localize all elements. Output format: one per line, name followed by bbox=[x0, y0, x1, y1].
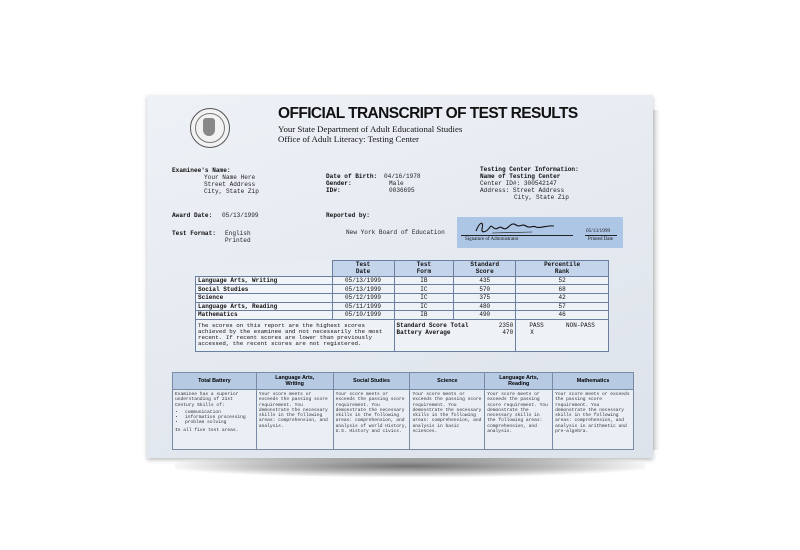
table-row bbox=[196, 302, 609, 311]
testing-center-address: Address: Street Address bbox=[480, 187, 565, 194]
testing-center-city: City, State Zip bbox=[514, 194, 569, 201]
dob-label: Date of Birth: bbox=[326, 173, 378, 180]
signature-block bbox=[457, 217, 623, 248]
award-date-value: 05/13/1999 bbox=[222, 212, 259, 219]
reading-text: Your score meets or exceeds the passing score requirement. You demonstrate the necessary skills in the following areas: comprehension, and analysis. bbox=[485, 390, 553, 450]
rank-cell: 68 bbox=[516, 285, 609, 294]
scores-header-row bbox=[196, 261, 609, 277]
date-cell: 05/11/1999 bbox=[332, 302, 394, 311]
rank-cell: 52 bbox=[516, 276, 609, 285]
subject-cell: Mathematics bbox=[196, 311, 333, 320]
table-row bbox=[196, 285, 609, 294]
form-cell: IB bbox=[394, 311, 454, 320]
id-value: 0036695 bbox=[389, 187, 415, 194]
transcript-document bbox=[147, 95, 653, 458]
date-cell: 05/13/1999 bbox=[332, 276, 394, 285]
pass-status bbox=[516, 319, 609, 351]
paper-shadow bbox=[175, 455, 645, 477]
table-row bbox=[196, 311, 609, 320]
pass-mark: X bbox=[530, 329, 534, 337]
rank-cell: 42 bbox=[516, 294, 609, 303]
total-label: Standard Score Total bbox=[396, 321, 469, 329]
testing-center-name: Name of Testing Center bbox=[480, 173, 561, 180]
date-cell: 05/12/1999 bbox=[332, 294, 394, 303]
rank-cell: 46 bbox=[516, 311, 609, 320]
gender-value: Male bbox=[389, 180, 404, 187]
id-label: ID#: bbox=[326, 187, 341, 194]
total-battery-text: Examinee has a superior understanding of 21st Century Skills of: • communication • information processing • problem solving In all five test areas. bbox=[173, 390, 257, 450]
test-format-language: English bbox=[225, 230, 251, 237]
average-value: 470 bbox=[502, 329, 514, 337]
document-title: OFFICIAL TRANSCRIPT OF TEST RESULTS bbox=[278, 105, 578, 122]
examinee-address: Street Address bbox=[204, 181, 256, 188]
test-format-label: Test Format: bbox=[172, 230, 216, 237]
total-value: 2350 bbox=[498, 321, 514, 329]
score-cell: 375 bbox=[454, 294, 516, 303]
average-label: Battery Average bbox=[396, 329, 451, 337]
scores-table bbox=[195, 260, 609, 352]
examinee-city: City, State Zip bbox=[204, 188, 259, 195]
score-totals bbox=[394, 319, 516, 351]
signature-label: Signature of Administrator bbox=[465, 237, 519, 242]
reported-by-value: New York Board of Education bbox=[346, 229, 445, 236]
date-cell: 05/13/1999 bbox=[332, 285, 394, 294]
dob-value: 04/16/1978 bbox=[384, 173, 421, 180]
subject-cell: Science bbox=[196, 294, 333, 303]
col-percentile-rank: Percentile Rank bbox=[516, 261, 609, 277]
col-test-date: Test Date bbox=[332, 261, 394, 277]
col-total-battery: Total Battery bbox=[173, 373, 257, 390]
col-test-form: Test Form bbox=[394, 261, 454, 277]
col-standard-score: Standard Score bbox=[454, 261, 516, 277]
office-name: Office of Adult Literacy: Testing Center bbox=[278, 134, 419, 144]
score-cell: 435 bbox=[454, 276, 516, 285]
col-science: Science bbox=[410, 373, 485, 390]
state-seal-icon bbox=[190, 108, 230, 148]
score-cell: 490 bbox=[454, 311, 516, 320]
table-row bbox=[196, 276, 609, 285]
subject-cell: Language Arts, Writing bbox=[196, 276, 333, 285]
col-mathematics: Mathematics bbox=[553, 373, 634, 390]
department-name: Your State Department of Adult Educational Studies bbox=[278, 124, 463, 134]
writing-text: Your score meets or exceeds the passing score requirement. You demonstrate the necessary skills in the following areas: comprehension, and analysis. bbox=[256, 390, 333, 450]
gender-label: Gender: bbox=[326, 180, 352, 187]
table-row bbox=[196, 294, 609, 303]
testing-center-label: Testing Center Information: bbox=[480, 166, 579, 173]
rank-cell: 57 bbox=[516, 302, 609, 311]
score-cell: 480 bbox=[454, 302, 516, 311]
battery-table bbox=[172, 372, 634, 450]
scores-note: The scores on this report are the highest scores achieved by the examinee and not necessarily the most recent. If recent scores are lower than previously accessed, the recent scores are not registered. bbox=[196, 319, 395, 351]
score-cell: 570 bbox=[454, 285, 516, 294]
form-cell: IC bbox=[394, 294, 454, 303]
form-cell: IC bbox=[394, 302, 454, 311]
subject-cell: Language Arts, Reading bbox=[196, 302, 333, 311]
social-studies-text: Your score meets or exceeds the passing score requirement. You demonstrate the necessary skills in the following areas: comprehension, and analysis of world History, U.S. History and civics. bbox=[333, 390, 410, 450]
pass-label: PASS bbox=[529, 321, 544, 329]
battery-text-row bbox=[173, 390, 634, 450]
col-social-studies: Social Studies bbox=[333, 373, 410, 390]
printed-date-label: Printed Date bbox=[588, 237, 614, 242]
award-date-label: Award Date: bbox=[172, 212, 213, 219]
examinee-label: Examinee's Name: bbox=[172, 167, 231, 174]
signature-date: 05/13/1999 bbox=[586, 228, 611, 234]
mathematics-text: Your score meets or exceeds the passing score requirement. You demonstrate the necessary skills in the following areas: comprehension, and analysis in arithmetic and pre-algebra. bbox=[553, 390, 634, 450]
science-text: Your score meets or exceeds the passing score requirement. You demonstrate the necessary skills in the following areas: comprehension, and analysis in basic sciences. bbox=[410, 390, 485, 450]
form-cell: IB bbox=[394, 276, 454, 285]
nonpass-label: NON-PASS bbox=[566, 321, 595, 329]
subject-cell: Social Studies bbox=[196, 285, 333, 294]
form-cell: IC bbox=[394, 285, 454, 294]
signature-scribble bbox=[472, 219, 568, 236]
testing-center-id: Center ID#: 300542147 bbox=[480, 180, 557, 187]
reported-by-label: Reported by: bbox=[326, 212, 370, 219]
col-writing: Language Arts, Writing bbox=[256, 373, 333, 390]
battery-header-row bbox=[173, 373, 634, 390]
test-format-medium: Printed bbox=[225, 237, 251, 244]
col-reading: Language Arts, Reading bbox=[485, 373, 553, 390]
examinee-name: Your Name Here bbox=[204, 174, 256, 181]
scores-summary-row bbox=[196, 319, 609, 351]
date-cell: 05/10/1999 bbox=[332, 311, 394, 320]
